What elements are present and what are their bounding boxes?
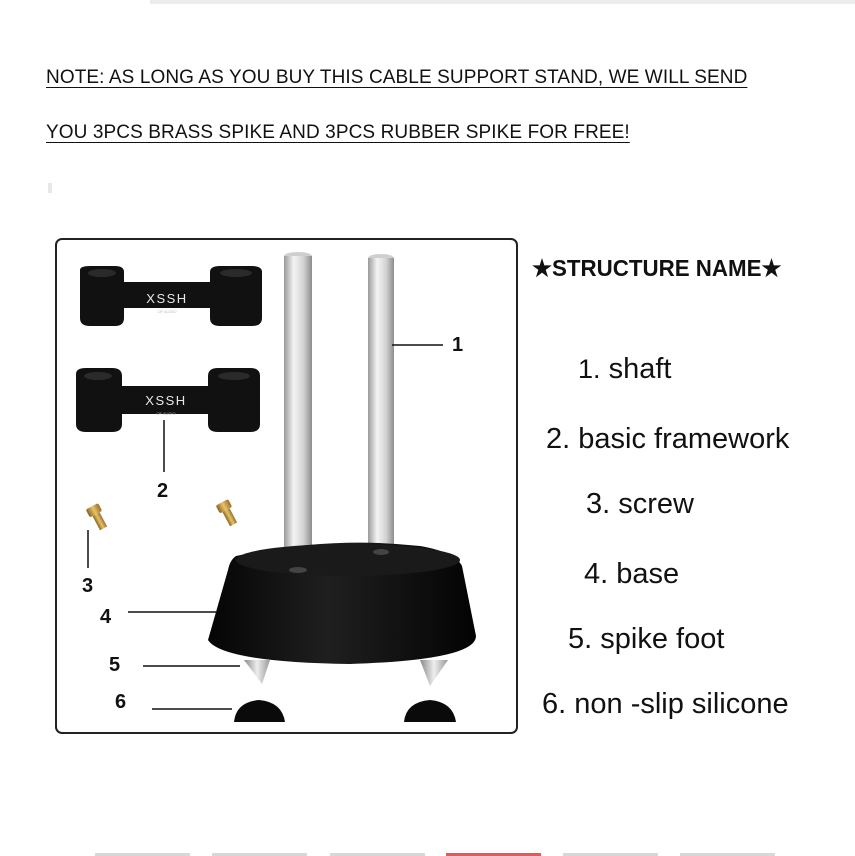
legend-number: 1. [578,354,601,384]
framework-piece-top [80,266,262,326]
legend-item-base [584,558,679,591]
shafts [284,252,394,570]
legend-number: 3. [586,488,611,520]
legend-item-spike-foot [568,623,724,656]
callout-number-2: 2 [157,480,169,502]
legend-number: 2. [546,423,571,455]
legend-item-shaft [578,353,671,386]
legend-label: screw [618,488,694,520]
screw-right [216,499,240,528]
silicone-pads [234,700,456,722]
legend-item-non-slip-silicone [542,688,789,721]
callout-number-1: 1 [452,334,464,356]
legend-number: 4. [584,558,609,590]
screw-left [86,503,110,532]
legend-label: base [616,558,680,590]
structure-title: ★STRUCTURE NAME★ [532,255,782,281]
note-line-1: NOTE: AS LONG AS YOU BUY THIS CABLE SUPPORT STAND, WE WILL SEND [46,67,748,88]
callout-number-5: 5 [109,654,121,676]
callout-number-3: 3 [82,575,94,597]
brand-label-bottom: XSSH [145,393,187,408]
framework-piece-bottom [76,368,260,432]
legend-number: 6. [542,688,567,720]
legend-item-basic-framework [546,423,789,456]
legend-number: 5. [568,623,593,655]
legend-item-screw [586,488,694,521]
legend-label: non -slip silicone [574,688,789,720]
brand-label-top: XSSH [146,291,188,306]
base [208,543,476,664]
brand-sub-top: OF AUDIO [157,309,177,314]
legend-label: shaft [608,353,672,385]
callout-number-4: 4 [100,606,112,628]
note-line-2: YOU 3PCS BRASS SPIKE AND 3PCS RUBBER SPIKE FOR FREE! [46,122,630,143]
legend-label: basic framework [578,423,790,455]
brand-sub-bottom: OF AUDIO [156,411,176,416]
callout-number-6: 6 [115,691,127,713]
legend-label: spike foot [600,623,725,655]
